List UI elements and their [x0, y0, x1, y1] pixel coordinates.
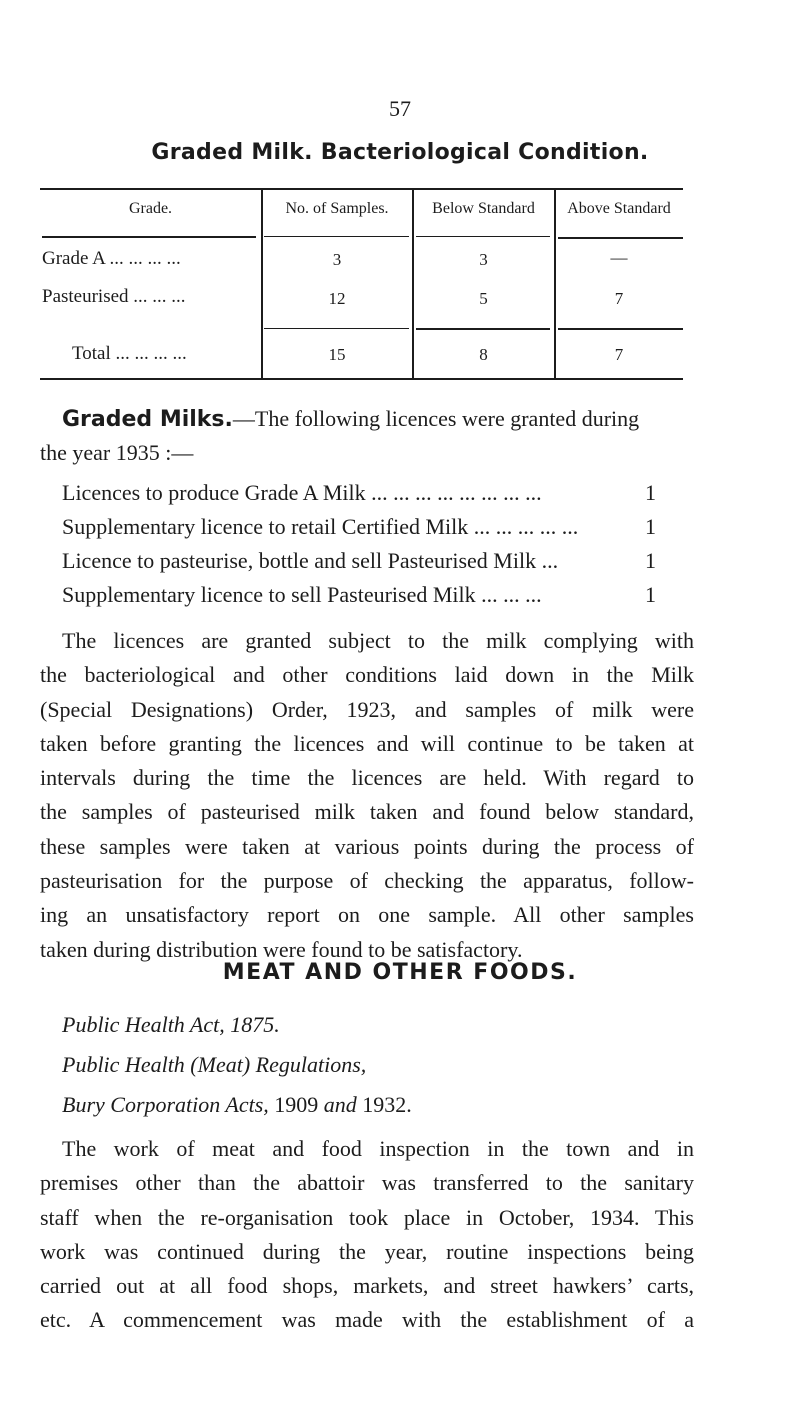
paragraph-line: carried out at all food shops, markets, and street hawkers’ carts, [40, 1273, 694, 1299]
act-bury-year-1: 1909 [274, 1092, 319, 1117]
act-bury-year-2: 1932. [362, 1092, 412, 1117]
row-grade-a-samples: 3 [332, 250, 342, 269]
paragraph-line: (Special Designations) Order, 1923, and samples of milk were [40, 696, 694, 722]
licence-count: 1 [645, 582, 656, 607]
paragraph-line: ing an unsatisfactory report on one sample. All other samples [40, 902, 694, 928]
grade-header-underline [42, 236, 256, 238]
header-grade: Grade. [128, 200, 173, 217]
header-samples: No. of Samples. [285, 200, 389, 217]
licence-item [62, 514, 656, 540]
act-bury-corporation [62, 1092, 412, 1118]
licence-count: 1 [645, 548, 656, 573]
total-rule-below [416, 328, 550, 330]
licence-count: 1 [645, 514, 656, 539]
paragraph-line: staff when the re-organisation took place in October, 1934. This [40, 1204, 694, 1230]
above-header-underline [558, 237, 683, 239]
paragraph-line: The work of meat and food inspection in the town and in [62, 1136, 694, 1161]
below-header-underline [416, 236, 550, 237]
page-number: 57 [389, 96, 411, 121]
paragraph-line: etc. A commencement was made with the establishment of a [40, 1307, 694, 1333]
row-total-samples: 15 [328, 345, 346, 364]
total-rule-samples [264, 328, 409, 329]
paragraph-line: pasteurisation for the purpose of checking the apparatus, follow- [40, 868, 694, 894]
act-bury-name: Bury Corporation Acts, [62, 1092, 269, 1117]
graded-milks-intro [62, 402, 639, 437]
paragraph-line: taken before granting the licences and will continue to be taken at [40, 730, 694, 756]
row-grade-a-above: — [610, 248, 628, 267]
row-pasteurised-label: Pasteurised ... ... ... [42, 286, 186, 307]
act-public-health: Public Health Act, 1875. [62, 1012, 280, 1037]
meat-inspection-paragraph [40, 1132, 694, 1338]
paragraph-line: the bacteriological and other conditions laid down in the Milk [40, 662, 694, 688]
row-grade-a-below: 3 [479, 250, 488, 269]
licences-paragraph-text [40, 624, 694, 967]
act-bury-and: and [323, 1092, 357, 1117]
table-top-rule [40, 188, 683, 190]
licence-text: Licence to pasteurise, bottle and sell Pasteurised Milk ... [62, 548, 559, 573]
graded-milks-line1: —The following licences were granted during [232, 406, 640, 431]
total-rule-above [558, 328, 683, 330]
paragraph-line: The licences are granted subject to the milk complying with [62, 628, 694, 653]
graded-milk-table [40, 188, 683, 380]
licence-text: Supplementary licence to retail Certified Milk ... ... ... ... ... [62, 514, 579, 539]
header-above-standard: Above Standard [567, 200, 671, 217]
paragraph-line: work was continued during the year, routine inspections being [40, 1238, 694, 1264]
row-grade-a-label: Grade A ... ... ... ... [42, 248, 181, 269]
row-pasteurised-samples: 12 [328, 289, 346, 308]
licence-item [62, 548, 656, 574]
licence-count: 1 [645, 480, 656, 505]
row-total-label: Total ... ... ... ... [72, 343, 187, 364]
licence-text: Supplementary licence to sell Pasteurised Milk ... ... ... [62, 582, 542, 607]
paragraph-line: premises other than the abattoir was transferred to the sanitary [40, 1170, 694, 1196]
act-meat-regulations: Public Health (Meat) Regulations, [62, 1052, 367, 1077]
row-total-above: 7 [614, 345, 624, 364]
row-pasteurised-above: 7 [614, 289, 624, 308]
graded-milks-line2: the year 1935 :— [40, 440, 194, 465]
paragraph-line: taken during distribution were found to be satisfactory. [40, 936, 523, 962]
paragraph-line: intervals during the time the licences are held. With regard to [40, 765, 694, 791]
section-title: MEAT AND OTHER FOODS. [222, 960, 578, 985]
licence-text: Licences to produce Grade A Milk ... ... ... ... ... ... ... ... [62, 480, 542, 505]
row-pasteurised-below: 5 [479, 289, 488, 308]
table-bottom-rule [40, 378, 683, 380]
header-below-standard: Below Standard [432, 200, 535, 217]
paragraph-line: these samples were taken at various points during the process of [40, 833, 694, 859]
paragraph-line: the samples of pasteurised milk taken and found below standard, [40, 799, 694, 825]
row-total-below: 8 [479, 345, 488, 364]
graded-milks-lead: Graded Milks. [62, 407, 233, 432]
licence-item [62, 480, 656, 506]
table-title: Graded Milk. Bacteriological Condition. [151, 140, 649, 165]
licence-item [62, 582, 656, 608]
samples-header-underline [264, 236, 409, 237]
